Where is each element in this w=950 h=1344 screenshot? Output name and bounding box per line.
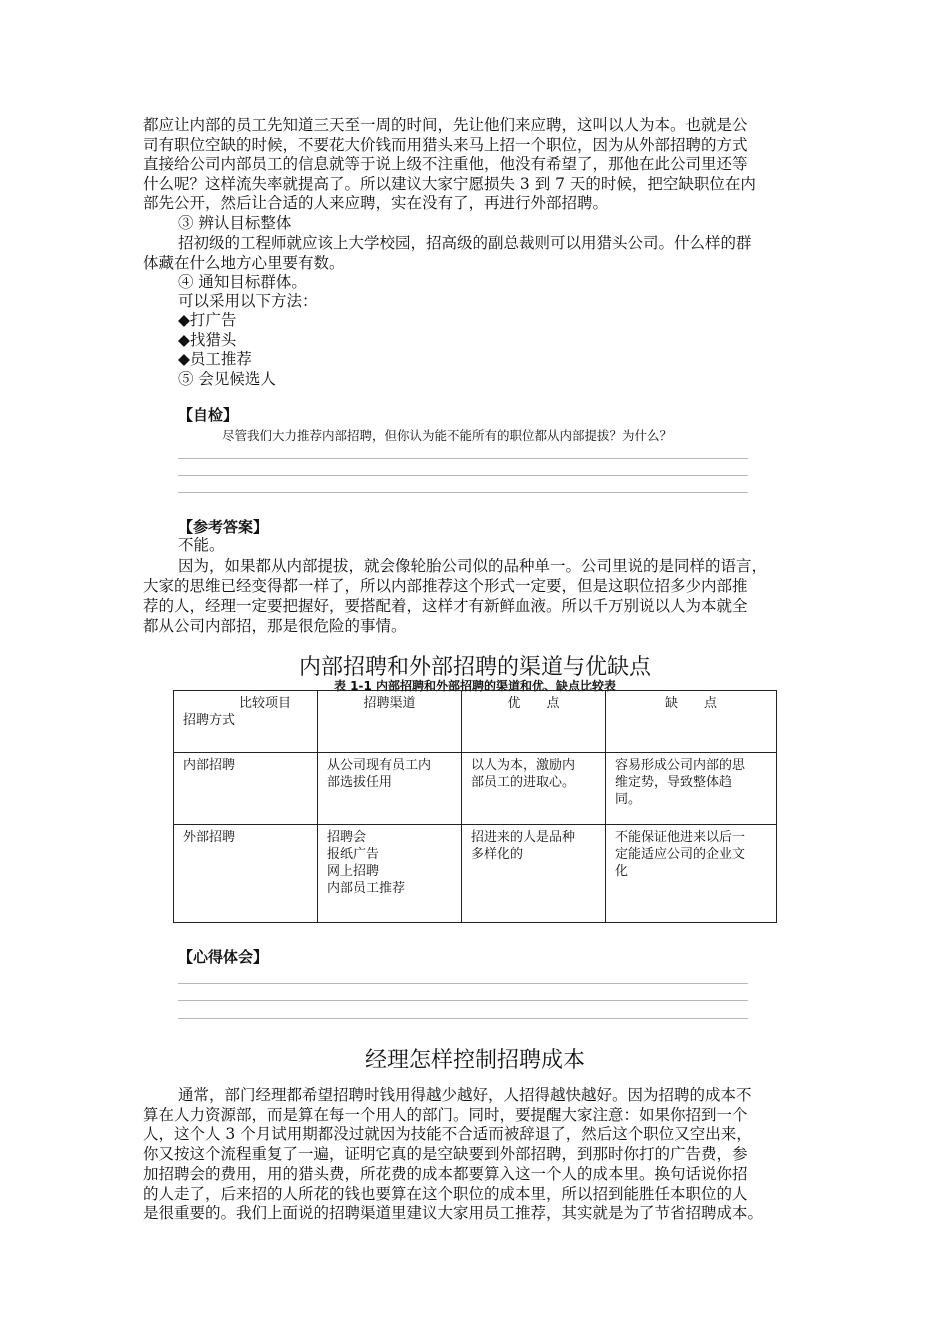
row-pros: 以人为本，激励内 部员工的进取心。 bbox=[462, 753, 606, 825]
text-line: 部先公开，然后让合适的人来应聘，实在没有了，再进行外部招聘。 bbox=[143, 194, 609, 212]
answer-paragraph bbox=[143, 556, 823, 636]
answer-line bbox=[178, 458, 748, 459]
row-method: 外部招聘 bbox=[174, 825, 318, 923]
table-row bbox=[174, 825, 777, 923]
section-title: 经理怎样控制招聘成本 bbox=[364, 1048, 585, 1073]
method-item: ◆打广告 bbox=[178, 311, 237, 329]
text-line: 司有职位空缺的时候，不要花大价钱而用猎头来马上招一个职位，因为从外部招聘的方式 bbox=[143, 135, 748, 154]
step3-title: ③ 辨认目标整体 bbox=[178, 214, 292, 232]
method-item: ◆员工推荐 bbox=[178, 350, 252, 368]
corner-bottom-label: 招聘方式 bbox=[183, 713, 236, 728]
answer-line bbox=[178, 1018, 748, 1019]
answer-line bbox=[178, 492, 748, 493]
header-pros: 优 点 bbox=[462, 691, 606, 753]
text-line: 算在人力资源部，而是算在每一个用人的部门。同时，要提醒大家注意：如果你招到一个 bbox=[143, 1105, 748, 1124]
comparison-table bbox=[173, 690, 777, 923]
text-line: 招初级的工程师就应该上大学校园，招高级的副总裁则可以用猎头公司。什么样的群 bbox=[178, 234, 752, 252]
text-line: 人，这个人 3 个月试用期都没过就因为技能不合适而被辞退了，然后这个职位又空出来， bbox=[143, 1125, 752, 1144]
row-channel: 从公司现有员工内 部选拔任用 bbox=[318, 753, 462, 825]
table-row bbox=[174, 753, 777, 825]
step5-title: ⑤ 会见候选人 bbox=[178, 370, 276, 388]
text-line: 加招聘会的费用，用的猎头费，所花费的成本都要算入这一个人的成本里。换句话说你招 bbox=[143, 1164, 748, 1183]
step4-title: ④ 通知目标群体。 bbox=[178, 273, 307, 291]
answer-line bbox=[178, 475, 748, 476]
text-line: 都应让内部的员工先知道三天至一周的时间，先让他们来应聘，这叫以人为本。也就是公 bbox=[143, 116, 748, 134]
intro-paragraph bbox=[143, 116, 823, 214]
text-line: 什么呢？这样流失率就提高了。所以建议大家宁愿损失 3 到 7 天的时候，把空缺职位在内 bbox=[143, 174, 756, 193]
section-title: 内部招聘和外部招聘的渠道与优缺点 bbox=[298, 655, 651, 680]
text-line: 大家的思维已经变得都一样了，所以内部推荐这个形式一定要，但是这职位招多少内部推 bbox=[143, 577, 748, 595]
header-channel: 招聘渠道 bbox=[318, 691, 462, 753]
reflection-heading: 【心得体会】 bbox=[178, 948, 269, 966]
text-line: 是很重要的。我们上面说的招聘渠道里建议大家用员工推荐，其实就是为了节省招聘成本。 bbox=[143, 1204, 764, 1223]
text-line: 你又按这个流程重复了一遍，证明它真的是空缺要到外部招聘，到那时你打的广告费，参 bbox=[143, 1145, 748, 1164]
corner-top-label: 比较项目 bbox=[239, 696, 292, 711]
answer-heading: 【参考答案】 bbox=[178, 518, 269, 536]
step3-body bbox=[143, 234, 823, 273]
answer-line bbox=[178, 983, 748, 984]
answer-short: 不能。 bbox=[178, 536, 225, 554]
row-method: 内部招聘 bbox=[174, 753, 318, 825]
row-pros: 招进来的人是品种 多样化的 bbox=[462, 825, 606, 923]
method-item: ◆找猎头 bbox=[178, 331, 237, 349]
row-cons: 不能保证他进来以后一 定能适应公司的企业文 化 bbox=[606, 825, 777, 923]
self-check-question: 尽管我们大力推荐内部招聘，但你认为能不能所有的职位都从内部提拔？为什么？ bbox=[222, 428, 673, 443]
cost-paragraph bbox=[143, 1086, 823, 1224]
table-header-row bbox=[174, 691, 777, 753]
text-line: 因为，如果都从内部提拔，就会像轮胎公司似的品种单一。公司里说的是同样的语言， bbox=[178, 557, 768, 575]
table-caption: 表 1-1 内部招聘和外部招聘的渠道和优、缺点比较表 bbox=[333, 679, 617, 693]
row-channel: 招聘会 报纸广告 网上招聘 内部员工推荐 bbox=[318, 825, 462, 923]
self-check-heading: 【自检】 bbox=[178, 406, 239, 424]
text-line: 都从公司内部招，那是很危险的事情。 bbox=[143, 617, 407, 635]
answer-line bbox=[178, 1000, 748, 1001]
text-line: 荐的人，经理一定要把握好，要搭配着，这样才有新鲜血液。所以千万别说以人为本就全 bbox=[143, 597, 748, 615]
row-cons: 容易形成公司内部的思 维定势，导致整体趋 同。 bbox=[606, 753, 777, 825]
text-line: 体藏在什么地方心里要有数。 bbox=[143, 253, 345, 272]
text-line: 通常，部门经理都希望招聘时钱用得越少越好，人招得越快越好。因为招聘的成本不 bbox=[178, 1086, 752, 1104]
header-cons: 缺 点 bbox=[606, 691, 777, 753]
text-line: 直接给公司内部员工的信息就等于说上级不注重他，他没有希望了，那他在此公司里还等 bbox=[143, 155, 748, 173]
corner-cell bbox=[174, 691, 318, 753]
text-line: 的人走了，后来招的人所花的钱也要算在这个职位的成本里，所以招到能胜任本职位的人 bbox=[143, 1184, 748, 1203]
methods-intro: 可以采用以下方法： bbox=[178, 292, 318, 310]
